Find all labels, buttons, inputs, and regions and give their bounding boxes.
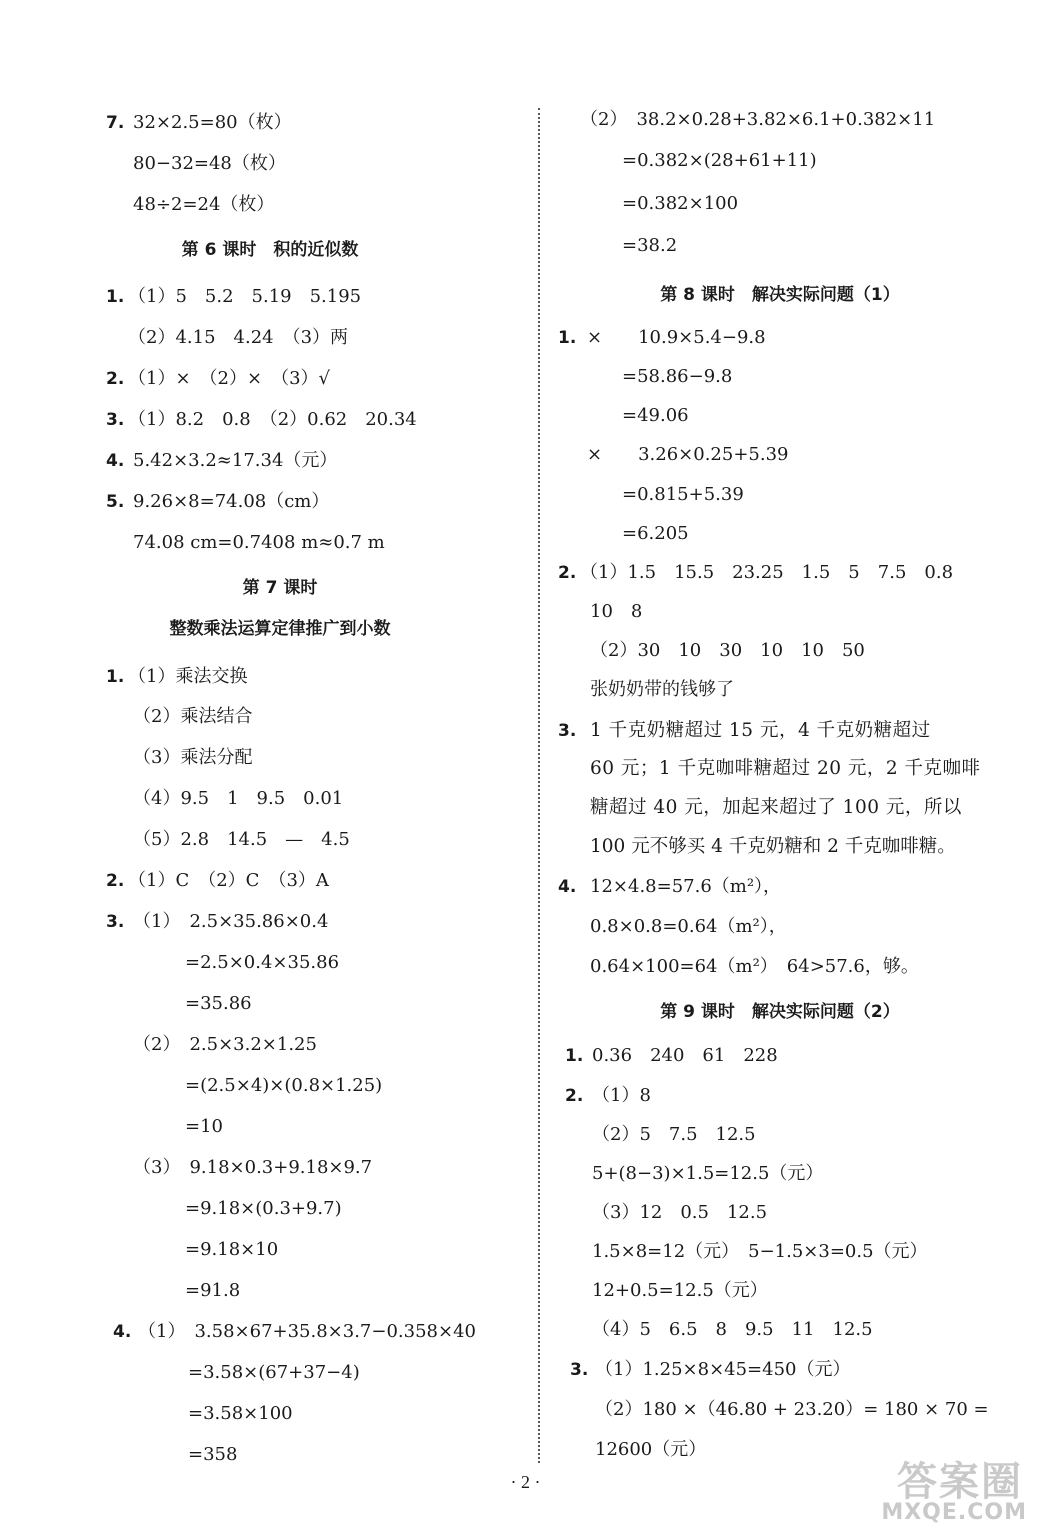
answer-line: （4）5 6.5 8 9.5 11 12.5 bbox=[592, 1319, 873, 1340]
answer-line: × 3.26×0.25+5.39 bbox=[587, 444, 789, 465]
answer-line: （2）5 7.5 12.5 bbox=[592, 1124, 756, 1145]
answer-line: （2）30 10 30 10 10 50 bbox=[590, 640, 865, 661]
item-number: 2. bbox=[565, 1086, 584, 1106]
answer-line: 12+0.5=12.5（元） bbox=[592, 1280, 768, 1301]
item-number: 1. bbox=[106, 287, 125, 307]
answer-line: （1）1.5 15.5 23.25 1.5 5 7.5 0.8 bbox=[580, 562, 954, 583]
section-heading: 第 8 课时 解决实际问题（1） bbox=[660, 285, 900, 305]
answer-line: （2）180 ×（46.80 + 23.20）= 180 × 70 = bbox=[595, 1399, 989, 1420]
answer-line: =49.06 bbox=[622, 405, 689, 426]
item-number: 3. bbox=[106, 912, 125, 932]
item-number: 4. bbox=[558, 877, 577, 897]
column-divider bbox=[538, 108, 540, 1463]
answer-line: 1.5×8=12（元） 5−1.5×3=0.5（元） bbox=[592, 1241, 928, 1262]
answer-line: （3） 9.18×0.3+9.18×9.7 bbox=[133, 1157, 373, 1178]
answer-line: 0.64×100=64（m²） 64>57.6，够。 bbox=[590, 956, 919, 977]
answer-line: 1 千克奶糖超过 15 元，4 千克奶糖超过 bbox=[590, 720, 931, 741]
answer-line: （1） 2.5×35.86×0.4 bbox=[133, 911, 329, 932]
answer-line: 5+(8−3)×1.5=12.5（元） bbox=[592, 1163, 824, 1184]
answer-line: 张奶奶带的钱够了 bbox=[590, 679, 734, 700]
item-number: 4. bbox=[113, 1322, 132, 1342]
item-number: 1. bbox=[106, 667, 125, 687]
answer-line: （1）1.25×8×45=450（元） bbox=[595, 1359, 851, 1380]
answer-line: =10 bbox=[185, 1116, 223, 1137]
item-number: 3. bbox=[570, 1360, 589, 1380]
answer-line: （3）乘法分配 bbox=[133, 747, 253, 768]
answer-line: （2） 38.2×0.28+3.82×6.1+0.382×11 bbox=[580, 109, 936, 130]
answer-line: =38.2 bbox=[622, 235, 678, 256]
answer-line: =0.382×100 bbox=[622, 193, 739, 214]
answer-line: 0.36 240 61 228 bbox=[592, 1045, 778, 1066]
answer-line: =9.18×(0.3+9.7) bbox=[185, 1198, 342, 1219]
answer-line: （1）5 5.2 5.19 5.195 bbox=[128, 286, 362, 307]
answer-line: =358 bbox=[188, 1444, 238, 1465]
answer-line: =2.5×0.4×35.86 bbox=[185, 952, 340, 973]
answer-line: =0.815+5.39 bbox=[622, 484, 744, 505]
section-heading: 整数乘法运算定律推广到小数 bbox=[169, 619, 391, 639]
item-number: 2. bbox=[558, 563, 577, 583]
answer-line: （2）4.15 4.24 （3）两 bbox=[128, 327, 349, 348]
answer-line: 48÷2=24（枚） bbox=[133, 194, 275, 215]
answer-line: （1） 3.58×67+35.8×3.7−0.358×40 bbox=[138, 1321, 476, 1342]
answer-line: =(2.5×4)×(0.8×1.25) bbox=[185, 1075, 383, 1096]
item-number: 5. bbox=[106, 492, 125, 512]
item-number: 3. bbox=[106, 410, 125, 430]
answer-line: × 10.9×5.4−9.8 bbox=[587, 327, 766, 348]
answer-line: =35.86 bbox=[185, 993, 252, 1014]
answer-line: =58.86−9.8 bbox=[622, 366, 733, 387]
answer-line: 32×2.5=80（枚） bbox=[133, 112, 292, 133]
answer-line: 12×4.8=57.6（m²）， bbox=[590, 876, 782, 897]
section-heading: 第 9 课时 解决实际问题（2） bbox=[660, 1002, 900, 1022]
answer-line: （3）12 0.5 12.5 bbox=[592, 1202, 768, 1223]
answer-line: 80−32=48（枚） bbox=[133, 153, 286, 174]
item-number: 1. bbox=[558, 328, 577, 348]
answer-line: 糖超过 40 元，加起来超过了 100 元，所以 bbox=[590, 797, 962, 818]
item-number: 3. bbox=[558, 721, 577, 741]
answer-line: 5.42×3.2≈17.34（元） bbox=[133, 450, 338, 471]
answer-line: =3.58×100 bbox=[188, 1403, 293, 1424]
item-number: 7. bbox=[106, 113, 125, 133]
answer-line: 100 元不够买 4 千克奶糖和 2 千克咖啡糖。 bbox=[590, 836, 956, 857]
section-heading: 第 6 课时 积的近似数 bbox=[181, 240, 359, 260]
answer-line: 74.08 cm=0.7408 m≈0.7 m bbox=[133, 532, 385, 553]
answer-line: （1）8.2 0.8 （2）0.62 20.34 bbox=[128, 409, 417, 430]
answer-line: 10 8 bbox=[590, 601, 643, 622]
answer-line: 9.26×8=74.08（cm） bbox=[133, 491, 330, 512]
item-number: 1. bbox=[565, 1046, 584, 1066]
answer-line: =9.18×10 bbox=[185, 1239, 279, 1260]
item-number: 2. bbox=[106, 871, 125, 891]
watermark-text: 答案圈 bbox=[897, 1459, 1023, 1505]
answer-line: （5）2.8 14.5 — 4.5 bbox=[133, 829, 350, 850]
page-number: · 2 · bbox=[510, 1472, 541, 1492]
answer-line: =3.58×(67+37−4) bbox=[188, 1362, 360, 1383]
answer-line: =0.382×(28+61+11) bbox=[622, 150, 817, 171]
answer-line: （2） 2.5×3.2×1.25 bbox=[133, 1034, 317, 1055]
item-number: 2. bbox=[106, 369, 125, 389]
watermark-logo bbox=[863, 1450, 1033, 1530]
answer-line: 12600（元） bbox=[595, 1439, 707, 1460]
answer-line: 60 元；1 千克咖啡糖超过 20 元，2 千克咖啡 bbox=[590, 758, 981, 779]
answer-line: （1）8 bbox=[592, 1085, 651, 1106]
answer-line: （1）乘法交换 bbox=[128, 666, 248, 687]
section-heading: 第 7 课时 bbox=[242, 578, 318, 598]
watermark-url: MXQE.COM bbox=[881, 1500, 1027, 1525]
answer-line: =91.8 bbox=[185, 1280, 241, 1301]
answer-line: （2）乘法结合 bbox=[133, 706, 253, 727]
item-number: 4. bbox=[106, 451, 125, 471]
answer-line: （4）9.5 1 9.5 0.01 bbox=[133, 788, 344, 809]
answer-line: =6.205 bbox=[622, 523, 689, 544]
answer-line: （1）C （2）C （3）A bbox=[128, 870, 329, 891]
answer-line: 0.8×0.8=0.64（m²）， bbox=[590, 916, 787, 937]
answer-line: （1）× （2）× （3）√ bbox=[128, 368, 330, 389]
